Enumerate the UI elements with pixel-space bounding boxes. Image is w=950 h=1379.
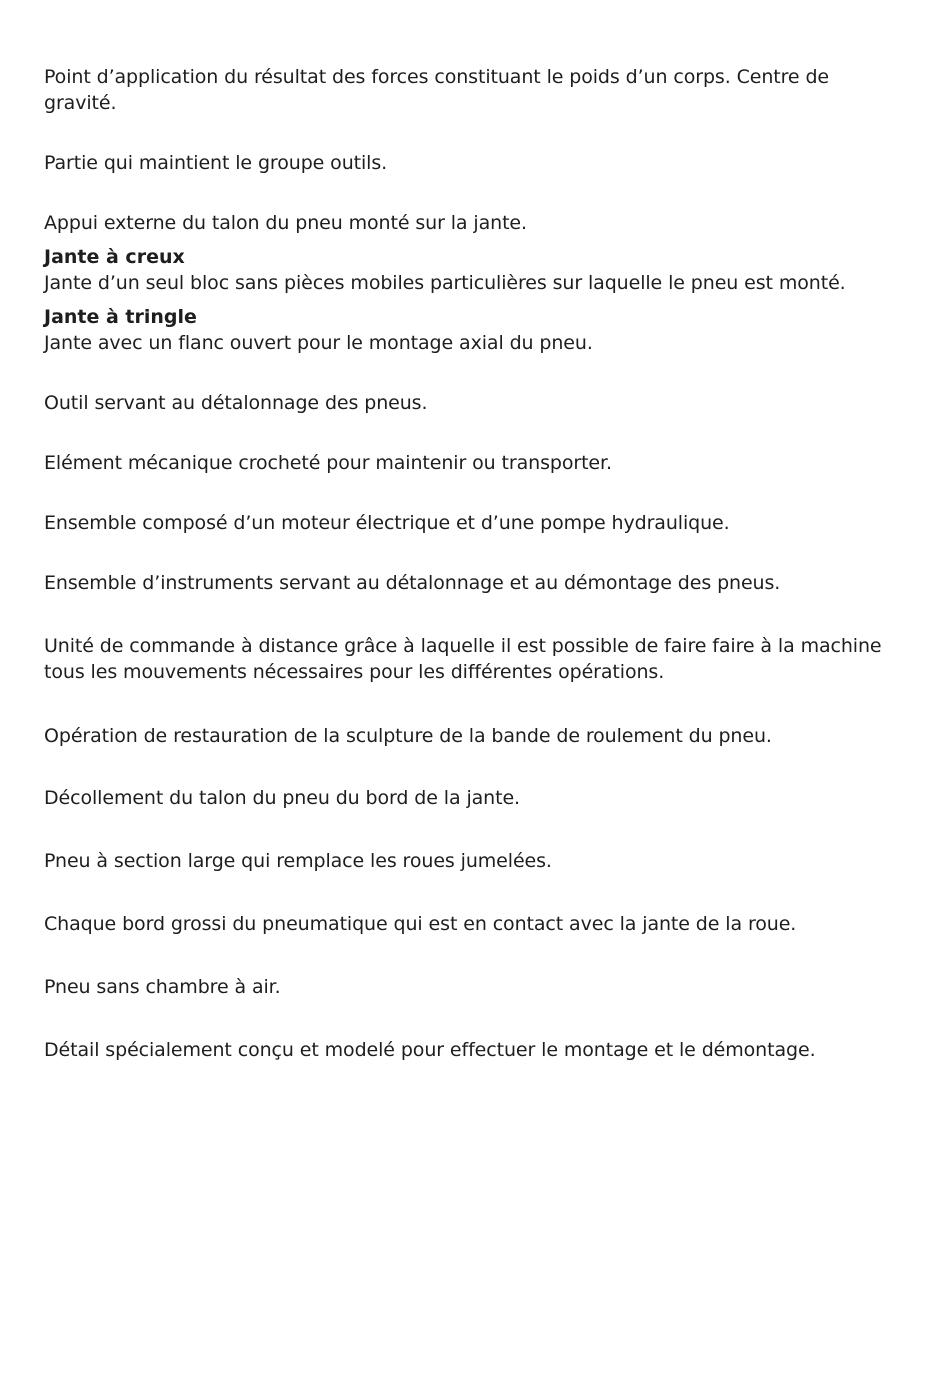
definition-wide-base-tyre: Pneu à section large qui remplace les roues jumelées. [44,850,552,872]
definition-remote-control: Unité de commande à distance grâce à laquelle il est possible de faire faire à la machine tous les mouvements nécessaires pour les différentes opérations. [44,635,882,683]
definition-tool-holder: Partie qui maintient le groupe outils. [44,152,388,174]
definition-rim-support: Appui externe du talon du pneu monté sur la jante. [44,212,527,234]
definition-jante-a-tringle: Jante avec un flanc ouvert pour le montage axial du pneu. [44,332,593,354]
definition-hook: Elément mécanique crocheté pour maintenir ou transporter. [44,452,612,474]
definition-jante-a-creux: Jante d’un seul bloc sans pièces mobiles particulières sur laquelle le pneu est monté. [44,272,846,294]
definition-power-unit: Ensemble composé d’un moteur électrique et d’une pompe hydraulique. [44,512,730,534]
definition-mounting-tool: Détail spécialement conçu et modelé pour effectuer le montage et le démontage. [44,1039,816,1061]
definition-bead-breaker-tool: Outil servant au détalonnage des pneus. [44,392,428,414]
definition-tubeless: Pneu sans chambre à air. [44,976,281,998]
definition-center-of-gravity: Point d’application du résultat des forces constituant le poids d’un corps. Centre de gravité. [44,66,830,114]
definition-retreading: Opération de restauration de la sculpture de la bande de roulement du pneu. [44,725,772,747]
term-jante-a-tringle: Jante à tringle [44,306,197,328]
term-jante-a-creux: Jante à creux [44,246,185,268]
definition-bead-breaking: Décollement du talon du pneu du bord de la jante. [44,787,521,809]
definition-bead: Chaque bord grossi du pneumatique qui est en contact avec la jante de la roue. [44,913,797,935]
definition-tool-group: Ensemble d’instruments servant au détalonnage et au démontage des pneus. [44,572,781,594]
